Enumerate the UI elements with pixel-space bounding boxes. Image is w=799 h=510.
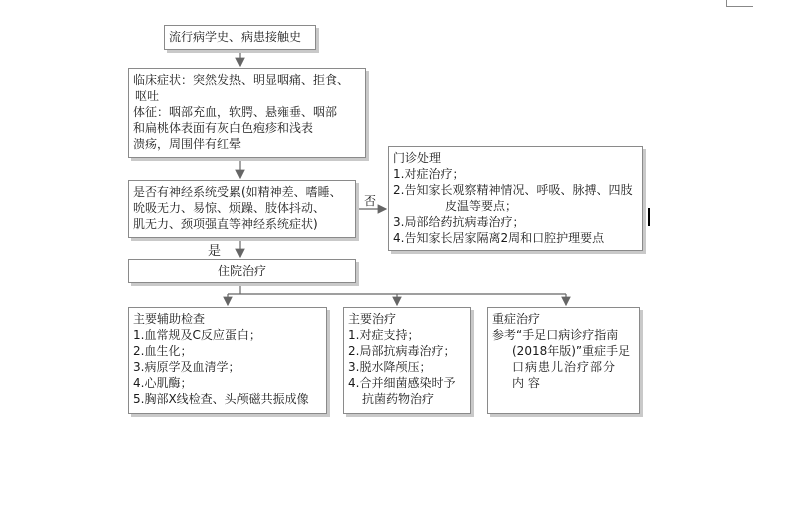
symptoms-text: 临床症状：突然发热、明显咽痛、拒食、	[133, 73, 350, 87]
hospital-text: 住院治疗	[217, 264, 266, 278]
severe-treatment-line: 内 容	[512, 376, 540, 390]
outpatient-item: 3.局部给药抗病毒治疗；	[393, 215, 525, 229]
neuro-question-box	[128, 180, 356, 238]
neuro-line-2: 吮吸无力、易惊、烦躁、肢体抖动、	[133, 201, 326, 215]
outpatient-item-continued: 皮温等要点；	[445, 199, 518, 213]
main-treatment-title: 主要治疗	[348, 312, 397, 326]
outpatient-box	[388, 146, 643, 251]
outpatient-item: 4.告知家长居家隔离2周和口腔护理要点	[393, 231, 605, 245]
epidemiology-box	[164, 25, 316, 50]
clinical-box	[128, 68, 366, 158]
aux-exam-item: 3.病原学及血清学；	[133, 360, 241, 374]
outpatient-item: 2.告知家长观察精神情况、呼吸、脉搏、四肢	[393, 183, 633, 197]
neuro-line-1: 是否有神经系统受累(如精神差、嗜睡、	[133, 185, 342, 199]
main-treatment-item: 2.局部抗病毒治疗；	[348, 344, 456, 358]
severe-treatment-line: 参考“手足口病诊疗指南	[492, 328, 619, 342]
aux-exam-title: 主要辅助检查	[133, 312, 206, 326]
main-treatment-item: 3.脱水降颅压；	[348, 360, 432, 374]
signs-line-1: 体征：咽部充血，软腭、悬雍垂、咽部	[133, 105, 338, 119]
yes-label: 是	[208, 244, 222, 259]
symptoms-continued: 呕吐	[135, 89, 160, 103]
text-cursor	[648, 208, 650, 226]
aux-exam-item: 2.血生化；	[133, 344, 193, 358]
severe-treatment-box	[487, 307, 640, 414]
signs-line-3: 溃疡，周围伴有红晕	[133, 137, 242, 151]
aux-exam-item: 4.心肌酶；	[133, 376, 193, 390]
main-treatment-box	[343, 307, 471, 414]
neuro-line-3: 肌无力、颈项强直等神经系统症状)	[133, 217, 318, 231]
aux-exam-box	[128, 307, 327, 414]
main-treatment-item: 4.合并细菌感染时予	[348, 376, 456, 390]
severe-treatment-line: (2018年版)”重症手足	[512, 344, 631, 358]
outpatient-title: 门诊处理	[393, 151, 442, 165]
main-treatment-item: 1.对症支持；	[348, 328, 420, 342]
signs-line-2: 和扁桃体表面有灰白色疱疹和浅表	[133, 121, 314, 135]
aux-exam-item: 5.胸部X线检查、头颅磁共振成像	[133, 392, 309, 406]
aux-exam-item: 1.血常规及C反应蛋白；	[133, 328, 261, 342]
outpatient-item: 1.对症治疗；	[393, 167, 465, 181]
hospital-box	[128, 259, 356, 283]
severe-treatment-line: 口病患儿治疗部分	[512, 360, 617, 374]
epidemiology-text: 流行病学史、病患接触史	[169, 30, 302, 44]
main-treatment-item-continued: 抗菌药物治疗	[362, 392, 435, 406]
severe-treatment-title: 重症治疗	[492, 312, 541, 326]
no-label: 否	[364, 194, 377, 208]
